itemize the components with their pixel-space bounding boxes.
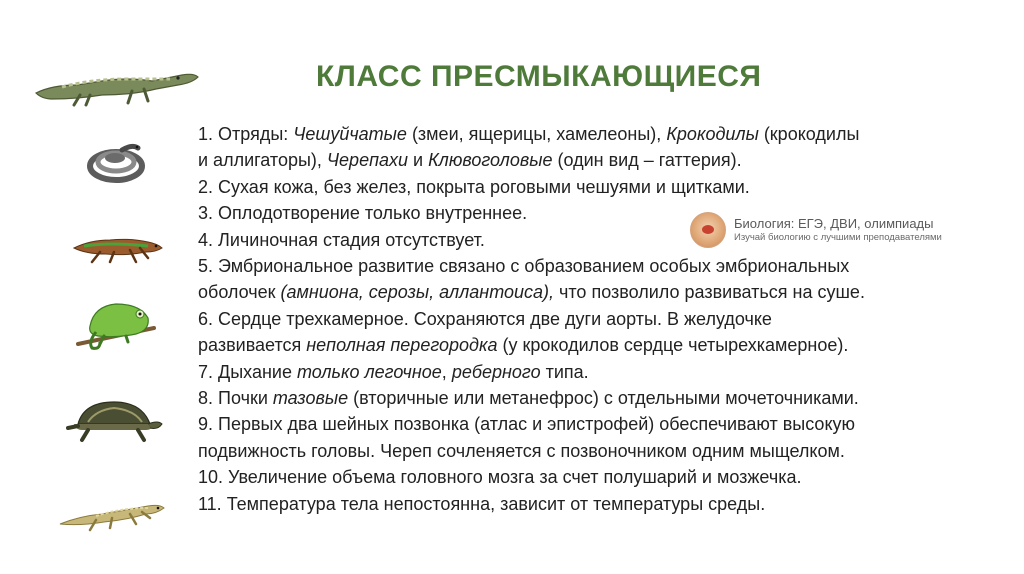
italic-term: Черепахи <box>326 150 409 171</box>
list-line <box>198 411 998 437</box>
list-line <box>198 385 998 411</box>
crocodile-icon <box>32 55 202 107</box>
badge-text <box>734 216 942 244</box>
list-line <box>198 279 998 305</box>
line-text: 1. Отряды: <box>198 124 294 144</box>
badge-subtitle: Изучай биологию с лучшими преподавателями <box>734 232 942 243</box>
italic-term: Крокодилы <box>666 124 759 144</box>
lizard-icon <box>70 218 166 266</box>
italic-term: тазовые <box>272 388 349 409</box>
turtle-icon <box>62 394 166 444</box>
italic-term: неполная перегородка <box>306 335 498 356</box>
feature-list <box>198 121 998 517</box>
line-text: 2. Сухая кожа, без желез, покрыта роговыми чешуями и щитками. <box>198 176 750 197</box>
line-text: что позволило развиваться на суше. <box>554 282 865 303</box>
line-text: 8. Почки <box>198 388 273 409</box>
list-line <box>198 121 998 147</box>
source-badge <box>690 212 942 248</box>
line-text: 5. Эмбриональное развитие связано с образованием особых эмбриональных <box>198 256 850 277</box>
slide-title: КЛАСС ПРЕСМЫКАЮЩИЕСЯ <box>316 60 762 93</box>
biology-school-logo-icon <box>690 212 726 248</box>
snake-icon <box>86 136 148 184</box>
line-text: и аллигаторы), <box>198 150 327 171</box>
list-line <box>198 438 998 464</box>
list-line <box>198 147 998 173</box>
italic-term: (амниона, серозы, аллантоиса), <box>280 282 555 303</box>
line-text: 3. Оплодотворение только внутреннее. <box>198 203 528 224</box>
list-line <box>198 491 998 517</box>
italic-term: Чешуйчатые <box>293 124 407 144</box>
list-line <box>198 359 998 385</box>
list-line <box>198 332 998 358</box>
line-text: (змеи, ящерицы, хамелеоны), <box>406 124 667 144</box>
line-text: (один вид – гаттерия). <box>552 150 742 171</box>
line-text: (у крокодилов сердце четырехкамерное). <box>497 335 849 356</box>
line-text: оболочек <box>198 282 281 303</box>
line-text: (вторичные или метанефрос) с отдельными мочеточниками. <box>348 388 859 409</box>
line-text: типа. <box>540 361 589 382</box>
line-text: 7. Дыхание <box>198 361 297 382</box>
line-text: (крокодилы <box>758 124 860 144</box>
line-text: 6. Сердце трехкамерное. Сохраняются две дуги аорты. В желудочке <box>198 308 772 329</box>
list-line <box>198 306 998 332</box>
list-line <box>198 174 998 200</box>
line-text: подвижность головы. Череп сочленяется с позвоночником одним мыщелком. <box>198 440 845 461</box>
badge-name: Биология: ЕГЭ, ДВИ, олимпиады <box>734 216 934 231</box>
italic-term: реберного <box>451 361 541 382</box>
line-text: 11. Температура тела непостоянна, зависит от температуры среды. <box>198 493 766 514</box>
list-line <box>198 253 998 279</box>
list-line <box>198 464 998 490</box>
line-text: 4. Личиночная стадия отсутствует. <box>198 229 485 250</box>
line-text: и <box>408 150 429 171</box>
line-text: развивается <box>198 335 307 356</box>
chameleon-icon <box>70 292 160 354</box>
line-text: 10. Увеличение объема головного мозга за счет полушарий и мозжечка. <box>198 467 802 488</box>
italic-term: Клювоголовые <box>428 150 553 171</box>
line-text: 9. Первых два шейных позвонка (атлас и эпистрофей) обеспечивают высокую <box>198 414 856 435</box>
line-text: , <box>441 361 452 382</box>
italic-term: только легочное <box>296 361 442 382</box>
tuatara-icon <box>56 490 168 534</box>
